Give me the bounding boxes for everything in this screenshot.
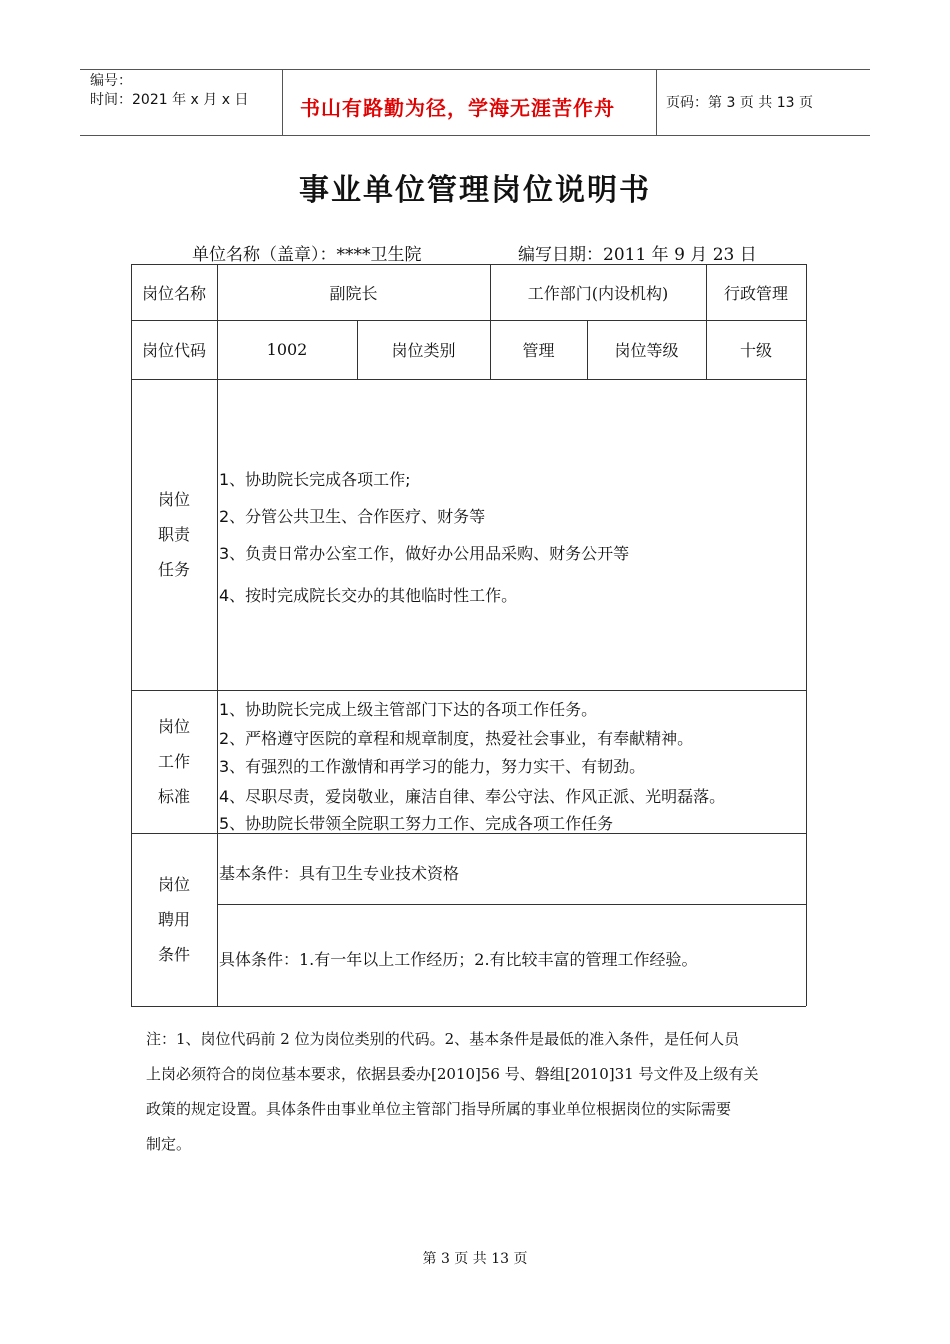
dept-value: 行政管理 bbox=[723, 283, 788, 303]
duty-item: 4、按时完成院长交办的其他临时性工作。 bbox=[219, 586, 518, 605]
duty-item: 1、协助院长完成各项工作; bbox=[219, 470, 411, 489]
header-motto: 书山有路勤为径，学海无涯苦作舟 bbox=[300, 96, 615, 120]
specific-condition: 具体条件：1.有一年以上工作经历；2.有比较丰富的管理工作经验。 bbox=[219, 950, 698, 969]
duties-label-line: 岗位 bbox=[157, 490, 190, 509]
standard-item: 4、尽职尽责，爱岗敬业，廉洁自律、奉公守法、作风正派、光明磊落。 bbox=[219, 787, 726, 806]
duties-label bbox=[131, 379, 217, 690]
note-line: 政策的规定设置。具体条件由事业单位主管部门指导所属的事业单位根据岗位的实际需要 bbox=[146, 1100, 732, 1118]
post-code-value: 1002 bbox=[266, 340, 308, 359]
standard-item: 5、协助院长带领全院职工努力工作、完成各项工作任务 bbox=[219, 814, 614, 833]
note-block bbox=[146, 1022, 806, 1162]
header-divider bbox=[282, 69, 283, 135]
unit-name: 单位名称（盖章）：****卫生院 bbox=[192, 245, 422, 265]
standard-item: 1、协助院长完成上级主管部门下达的各项工作任务。 bbox=[219, 700, 598, 719]
header-divider bbox=[656, 69, 657, 135]
table-rule bbox=[806, 264, 807, 1006]
table-rule bbox=[131, 1006, 806, 1007]
standards-label-line: 岗位 bbox=[157, 717, 190, 736]
post-grade-value: 十级 bbox=[739, 341, 772, 360]
duties-label-line: 任务 bbox=[157, 560, 190, 579]
header-page-info: 页码：第 3 页 共 13 页 bbox=[666, 95, 813, 111]
table-rule bbox=[217, 904, 806, 905]
duty-item: 3、负责日常办公室工作，做好办公用品采购、财务公开等 bbox=[219, 544, 630, 563]
conditions-label bbox=[131, 833, 217, 1006]
duties-label-line: 职责 bbox=[157, 525, 190, 544]
table-rule bbox=[131, 379, 806, 380]
note-line: 制定。 bbox=[146, 1135, 192, 1153]
post-code-label: 岗位代码 bbox=[141, 341, 206, 360]
basic-condition: 基本条件：具有卫生专业技术资格 bbox=[219, 864, 460, 883]
header-bottom-rule bbox=[80, 135, 870, 136]
table-rule bbox=[131, 690, 806, 691]
header-top-rule bbox=[80, 69, 870, 70]
duty-item: 2、分管公共卫生、合作医疗、财务等 bbox=[219, 507, 486, 526]
dept-label: 工作部门(内设机构) bbox=[527, 283, 669, 303]
standard-item: 2、严格遵守医院的章程和规章制度，热爱社会事业，有奉献精神。 bbox=[219, 729, 694, 748]
conditions-label-line: 岗位 bbox=[157, 875, 190, 894]
post-name-label: 岗位名称 bbox=[141, 283, 206, 303]
post-category-label: 岗位类别 bbox=[391, 341, 456, 360]
page-footer: 第 3 页 共 13 页 bbox=[422, 1251, 528, 1267]
note-line: 上岗必须符合的岗位基本要求，依据县委办[2010]56 号、磐组[2010]31 号文件及上级有关 bbox=[146, 1065, 759, 1083]
standard-item: 3、有强烈的工作激情和再学习的能力，努力实干、有韧劲。 bbox=[219, 757, 646, 776]
standards-label-line: 工作 bbox=[157, 752, 190, 771]
standards-label bbox=[131, 690, 217, 833]
standards-label-line: 标准 bbox=[157, 787, 190, 806]
post-grade-label: 岗位等级 bbox=[614, 341, 679, 360]
post-name-value: 副院长 bbox=[329, 283, 378, 303]
page-title: 事业单位管理岗位说明书 bbox=[299, 173, 651, 208]
note-line: 注：1、岗位代码前 2 位为岗位类别的代码。2、基本条件是最低的准入条件，是任何人员 bbox=[146, 1030, 740, 1048]
doc-time-label: 时间：2021 年 x 月 x 日 bbox=[90, 92, 249, 108]
doc-number-label: 编号： bbox=[90, 73, 132, 89]
post-category-value: 管理 bbox=[522, 341, 555, 360]
conditions-label-line: 条件 bbox=[157, 945, 190, 964]
conditions-label-line: 聘用 bbox=[157, 910, 190, 929]
compile-date: 编写日期：2011 年 9 月 23 日 bbox=[518, 245, 757, 265]
